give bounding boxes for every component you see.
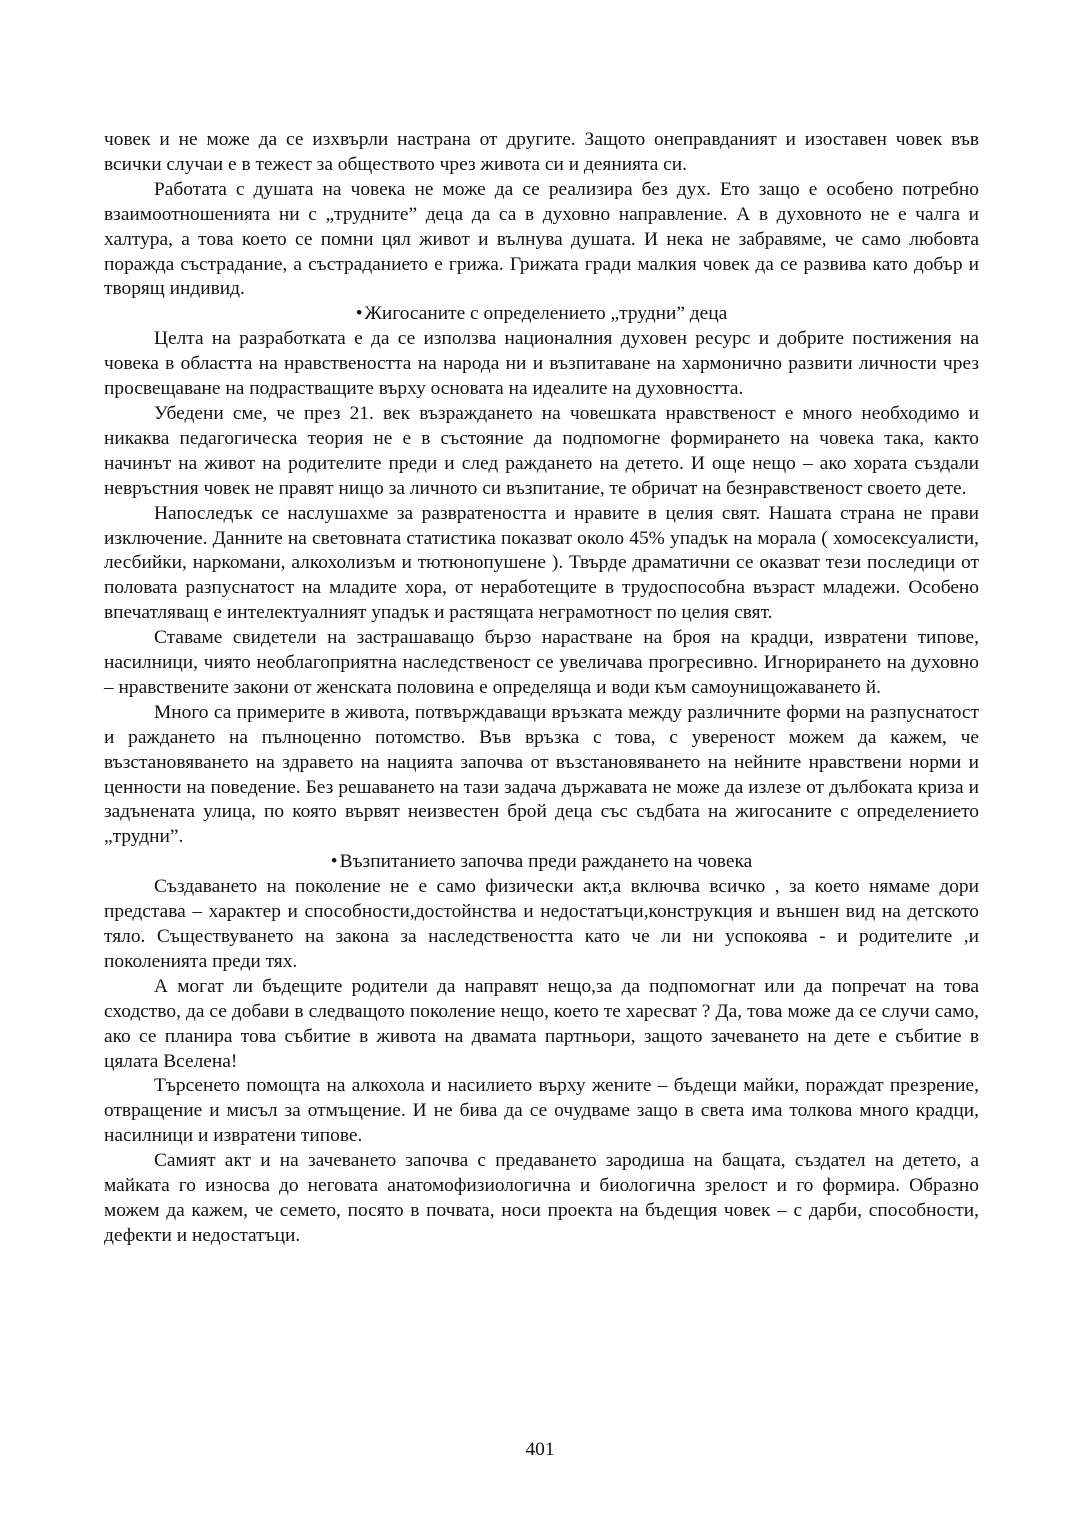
- paragraph-10: Търсенето помощта на алкохола и насилието върху жените – бъдещи майки, пораждат презрение, отвращение и мисъл за отмъщение. И не бива да се очудваме защо в света има толкова много крадци, насилници и извратени типове.: [104, 1075, 979, 1147]
- section-heading-2-text: Възпитанието започва преди раждането на човека: [339, 851, 753, 873]
- paragraph-6: Ставаме свидетели на застрашаващо бързо нарастване на броя на крадци, извратени типове, насилници, чиято необлагоприятна наследственост се увеличава прогресивно. Игнорирането на духовно – нравствените закони от женската половина е определяща и води към самоунищожаването й.: [104, 627, 979, 698]
- page-body: [104, 128, 979, 1249]
- paragraph-3: Целта на разработката е да се използва националния духовен ресурс и добрите постижения на човека в областта на нравствеността на народа ни и възпитаване на хармонично развити личности чрез просвещаване на подрастващите върху основата на идеалите на духовността.: [104, 328, 979, 400]
- section-heading-1: [104, 302, 979, 327]
- section-heading-1-text: Жигосаните с определението „трудни” деца: [364, 303, 728, 325]
- bullet-icon: •: [355, 303, 363, 325]
- paragraph-1: човек и не може да се изхвърли настрана от другите. Защото онеправданият и изоставен човек във всички случаи е в тежест за обществото чрез живота си и деянията си.: [104, 129, 979, 175]
- paragraph-5: Напоследък се наслушахме за развратеността и нравите в целия свят. Нашата страна не прави изключение. Данните на световната статистика показват около 45% упадък на морала ( хомосексуалисти, лесбийки, наркомани, алкохолизъм и тютюнопушене ). Твърде драматични се оказват тези последици от половата разпуснатост на младите хора, от неработещите в трудоспособна възраст младежи. Особено впечатляващ е интелектуалният упадък и растящата неграмотност по целия свят.: [104, 502, 979, 624]
- section-heading-2: [104, 850, 979, 875]
- paragraph-4: Убедени сме, че през 21. век възраждането на човешката нравственост е много необходимо и никаква педагогическа теория не е в състояние да подпомогне формирането на човека така, както начинът на живот на родителите преди и след раждането на детето. И още нещо – ако хората създали невръстния човек не правят нищо за личното си възпитание, те обричат на безнравственост своето дете.: [104, 402, 979, 499]
- paragraph-7: Много са примерите в живота, потвърждаващи връзката между различните форми на разпуснатост и раждането на пълноценно потомство. Във връзка с това, с увереност можем да кажем, че възстановяването на здравето на нацията започва от възстановяването на нейните нравствени норми и ценности на поведение. Без решаването на тази задача държавата не може да излезе от дълбоката криза и задънената улица, по която вървят неизвестен брой деца със съдбата на жигосаните с определението „трудни”.: [104, 701, 979, 848]
- paragraph-8: Създаването на поколение не е само физически акт,а включва всичко , за което нямаме дори представа – характер и способности,достойнства и недостатъци,конструкция и външен вид на детското тяло. Съществуването на закона за наследствеността като че ли ни успокоява - и родителите ,и поколенията преди тях.: [104, 876, 979, 972]
- paragraph-2: Работата с душата на човека не може да се реализира без дух. Ето защо е особено потребно взаимоотношенията ни с „трудните” деца да са в духовно направление. А в духовното не е чалга и халтура, а това което се помни цял живот и вълнува душата. И нека не забравяме, че само любовта поражда състрадание, а състраданието е грижа. Грижата гради малкия човек да се развива като добър и творящ индивид.: [104, 178, 979, 300]
- bullet-icon: •: [330, 851, 338, 873]
- page-number: 401: [525, 1439, 555, 1460]
- paragraph-11: Самият акт и на зачеването започва с предаването зародиша на бащата, създател на детето, а майката го износва до неговата анатомофизиологична и биологична зрелост и го формира. Образно можем да кажем, че семето, посято в почвата, носи проекта на бъдещия човек – с дарби, способности, дефекти и недостатъци.: [104, 1150, 979, 1246]
- paragraph-9: А могат ли бъдещите родители да направят нещо,за да подпомогнат или да попречат на това сходство, да се добави в следващото поколение нещо, което те харесват ? Да, това може да се случи само, ако се планира това събитие в живота на двамата партньори, защото зачеването на дете е събитие в цялата Вселена!: [104, 975, 979, 1072]
